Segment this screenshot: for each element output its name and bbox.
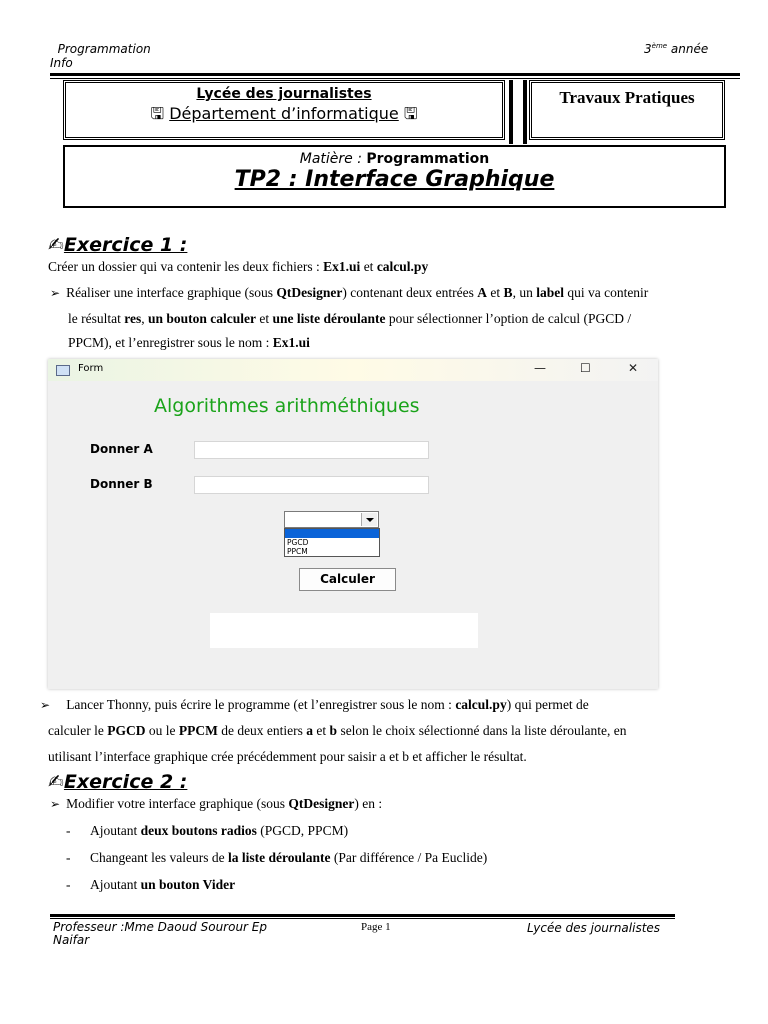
header-left xyxy=(50,42,151,70)
exercise1-bullet1: ➢ Réaliser une interface graphique (sous QtDesigner) contenant deux entrées A et B, un label qui va contenir xyxy=(50,285,649,300)
option-ppcm[interactable]: PPCM xyxy=(287,547,308,556)
window-titlebar xyxy=(48,359,658,381)
minimize-icon[interactable]: — xyxy=(534,361,546,375)
footer-professor: Professeur :Mme Daoud Sourour Ep Naifar xyxy=(53,920,268,947)
input-b[interactable] xyxy=(194,476,429,494)
subject-box xyxy=(63,145,726,208)
exercise2-heading xyxy=(48,771,187,793)
header-rule-thin xyxy=(50,78,740,79)
form-window-icon xyxy=(56,365,70,376)
label-a: Donner A xyxy=(90,442,153,456)
department-line xyxy=(66,103,502,130)
department-name: Département d’informatique xyxy=(169,104,399,123)
exercise1-bullet1-line3: PPCM), et l’enregistrer sous le nom : Ex1.ui xyxy=(68,335,310,350)
matiere-label: Matière : xyxy=(299,151,362,167)
close-icon[interactable]: ✕ xyxy=(628,361,639,375)
exercise1-bullet2-line3: utilisant l’interface graphique crée précédemment pour saisir a et b et afficher le résultat. xyxy=(48,749,527,764)
window-title: Form xyxy=(78,363,104,374)
exercise2-intro: ➢ Modifier votre interface graphique (sous QtDesigner) en : xyxy=(50,796,383,811)
tp-label: Travaux Pratiques xyxy=(559,88,695,107)
exercise2-item: - Ajoutant un bouton Vider xyxy=(66,877,236,892)
box-separator xyxy=(509,80,527,144)
header-rule xyxy=(50,73,740,76)
header-year-num: 3 xyxy=(644,42,652,56)
arrow-bullet-icon: ➢ xyxy=(40,698,51,712)
footer-school: Lycée des journalistes xyxy=(527,921,661,935)
arrow-bullet-icon: ➢ xyxy=(50,797,61,811)
header-year-text: année xyxy=(670,42,709,56)
tp-title: TP2 : Interface Graphique xyxy=(234,167,555,192)
footer-page: Page 1 xyxy=(361,921,391,933)
header-right xyxy=(644,42,708,56)
label-b: Donner B xyxy=(90,477,153,491)
header-subject: Programmation xyxy=(57,42,151,56)
chevron-down-icon[interactable] xyxy=(361,513,377,526)
combo-dropdown-list xyxy=(284,528,380,557)
footer-rule xyxy=(50,914,675,917)
header-info: Info xyxy=(50,56,73,70)
school-name: Lycée des journalistes xyxy=(196,86,372,102)
exercise1-title: Exercice 1 : xyxy=(63,234,188,256)
exercise1-bullet2-line2: calculer le PGCD ou le PPCM de deux entiers a et b selon le choix sélectionné dans la liste déroulante, en xyxy=(48,723,627,738)
form-heading: Algorithmes arithméthiques xyxy=(154,395,420,417)
maximize-icon[interactable]: ☐ xyxy=(580,361,591,375)
list-selected-row[interactable] xyxy=(285,529,379,538)
exercise1-heading xyxy=(48,234,187,256)
exercise1-bullet1-line2: le résultat res, un bouton calculer et une liste déroulante pour sélectionner l’option de calcul (PGCD / xyxy=(68,311,632,326)
writing-hand-icon: ✍ xyxy=(48,234,64,256)
footer-rule-thin xyxy=(50,918,675,919)
school-box xyxy=(63,80,505,140)
exercise2-item: - Changeant les valeurs de la liste déroulante (Par différence / Pa Euclide) xyxy=(66,850,488,865)
exercise1-bullet2: ➢ Lancer Thonny, puis écrire le programme (et l’enregistrer sous le nom : calcul.py) qui permet de xyxy=(40,697,589,712)
calc-combobox[interactable] xyxy=(284,511,379,528)
tp-box xyxy=(529,80,725,140)
matiere-value: Programmation xyxy=(366,151,490,167)
form-screenshot xyxy=(48,359,658,689)
writing-hand-icon: ✍ xyxy=(48,771,64,793)
exercise1-intro: Créer un dossier qui va contenir les deux fichiers : Ex1.ui et calcul.py xyxy=(48,259,429,274)
option-pgcd[interactable]: PGCD xyxy=(287,538,309,547)
result-label xyxy=(210,613,478,648)
matiere-line xyxy=(65,151,724,167)
input-a[interactable] xyxy=(194,441,429,459)
header-year-sup: ème xyxy=(651,42,668,50)
exercise2-item: - Ajoutant deux boutons radios (PGCD, PPCM) xyxy=(66,823,349,838)
calculer-button[interactable]: Calculer xyxy=(299,568,396,591)
floppy-icon: 🖫 xyxy=(403,104,418,123)
floppy-icon: 🖫 xyxy=(150,104,165,123)
exercise2-title: Exercice 2 : xyxy=(63,771,188,793)
arrow-bullet-icon: ➢ xyxy=(50,286,61,300)
